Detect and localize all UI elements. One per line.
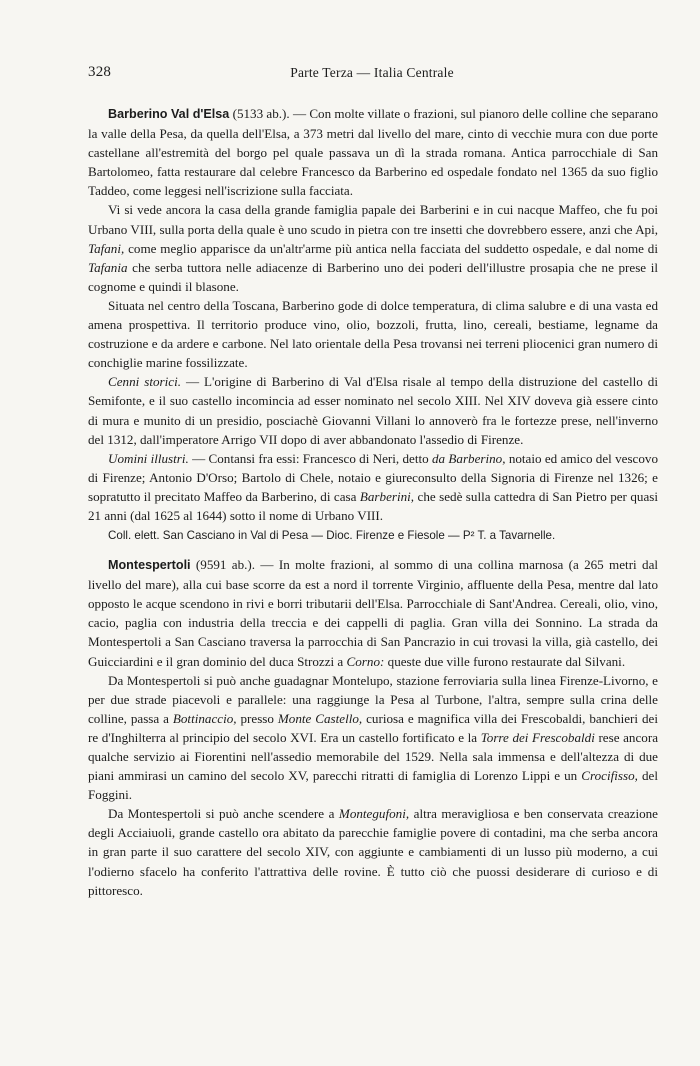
barberino-cenni-storici: Cenni storici. — L'origine di Barberino di Val d'Elsa risale al tempo della distruzione del castello di Semifonte, e il suo castello incomincia ad esser nominato nel secolo XIII. Nel XIV doveva già essere cinto di mura e munito di un presidio, posciachè Giovanni Villani lo annoverò fra le fortezze prese, nell'inverno del 1312, dall'imperatore Arrigo VII dopo di aver abbandonato l'assedio di Firenze. <box>88 374 658 447</box>
barberino-uomini-illustri: Uomini illustri. — Contansi fra essi: Francesco di Neri, detto da Barberino, notaio ed amico del vescovo di Firenze; Antonio D'Orso; Bartolo di Chele, notaio e giureconsulto della Signoria di Firenze nel 1326; e sopratutto il precitato Maffeo da Barberino, di casa Barberini, che sedè sulla cattedra di San Pietro per quasi 21 anni (dal 1625 al 1644) sotto il nome di Urbano VIII. <box>88 450 659 523</box>
population-barberino: (5133 ab.). <box>232 106 290 121</box>
page-number: 328 <box>88 64 112 80</box>
page-header <box>88 64 656 82</box>
barberino-paragraph-3: Situata nel centro della Toscana, Barberino gode di dolce temperatura, di clima salubre e di una vasta ed amena prospettiva. Il territorio produce vino, olio, bozzoli, frutta, lino, cereali, bestiame, legname da costruzione e da ardere e carbone. Nel lato orientale della Pesa trovansi nei terreni pliocenici gran numero di conchiglie marine fossilizzate. <box>88 297 658 371</box>
page-body <box>88 104 658 900</box>
barberino-paragraph-1: Barberino Val d'Elsa (5133 ab.). — Con molte villate o frazioni, sul pianoro delle colline che separano la valle della Pesa, da quella dell'Elsa, a 373 metri dal livello del mare, cinto di vecchie mura con due porte castellane all'estremità del borgo pel quale passava un dì la strada romana. Antica parrocchiale di San Bartolomeo, fatta restaurare dal celebre Francesco da Barberino ed ospedale fondato nel 1365 da suo figlio Taddeo, come leggesi nell'iscrizione sulla facciata. <box>88 106 659 199</box>
montespertoli-paragraph-3: Da Montespertoli si può anche scendere a Montegufoni, altra meravigliosa e ben conservata creazione degli Acciaiuoli, grande castello ora abitato da parecchie famiglie povere di contadini, ma che serba ancora in gran parte il suo carattere del secolo XIV, con aggiunte e cambiamenti di un lusso più moderno, a cui l'odierno sfacelo ha conferito l'attrattiva delle rovine. È tutto ciò che puossi desiderare di curioso e di pittoresco. <box>88 806 658 898</box>
montespertoli-paragraph-1: Montespertoli (9591 ab.). — In molte frazioni, al sommo di una collina marnosa (a 265 metri dal livello del mare), alla cui base scorre da est a nord il torrente Virginio, affluente della Pesa, mentre dal lato opposto le acque scendono in rivi e borri tributarii dell'Elsa. Parrocchiale di Sant'Andrea. Cereali, olio, vino, cacio, paglia con industria della treccia e dei cappelli di paglia. Gran villa dei Sonnino. La strada da Montespertoli a San Casciano traversa la parrocchia di San Pancrazio in cui trovasi la villa, già castello, dei Guicciardini e il gran dominio del duca Strozzi a Corno: queste due ville furono restaurate dal Silvani. <box>88 557 659 669</box>
population-montespertoli: (9591 ab.). <box>195 557 256 573</box>
entry-name-montespertoli: Montespertoli <box>108 558 191 573</box>
montespertoli-paragraph-2: Da Montespertoli si può anche guadagnar Montelupo, stazione ferroviaria sulla linea Firenze-Livorno, e per due strade piacevoli e parallele: una raggiunge la Pesa al Turbone, l'altra, sempre sulla crina delle colline, passa a Bottinaccio, presso Monte Castello, curiosa e magnifica villa dei Frescobaldi, banchieri dei re d'Inghilterra al principio del secolo XVI. Era un castello fortificato e la Torre dei Frescobaldi rese ancora qualche servizio ai Fiorentini nell'assedio memorabile del 1529. Nella sala immensa e dell'altezza di due piani ammirasi un camino del secolo XV, parecchi ritratti di famiglia di Lorenzo Lippi e un Crocifisso, del Foggini. <box>88 672 659 803</box>
entry-name-barberino: Barberino Val d'Elsa <box>108 107 230 121</box>
barberino-paragraph-2: Vi si vede ancora la casa della grande famiglia papale dei Barberini e in cui nacque Maffeo, che fu poi Urbano VIII, sulla porta della quale è uno scudo in pietra con tre insetti che dovrebbero essere, anzi che Api, Tafani, come meglio apparisce da un'altr'arme più antica nella facciata del suddetto ospedale, e dal nome di Tafania che serba tuttora nelle adiacenze di Barberino uno dei poderi dell'illustre prosapia che ne prese il cognome e quindi il blasone. <box>88 202 658 294</box>
barberino-collegio-note: Coll. elett. San Casciano in Val di Pesa — Dioc. Firenze e Fiesole — P² T. a Tavarnelle. <box>108 529 556 543</box>
running-title: Parte Terza — Italia Centrale <box>290 65 454 80</box>
